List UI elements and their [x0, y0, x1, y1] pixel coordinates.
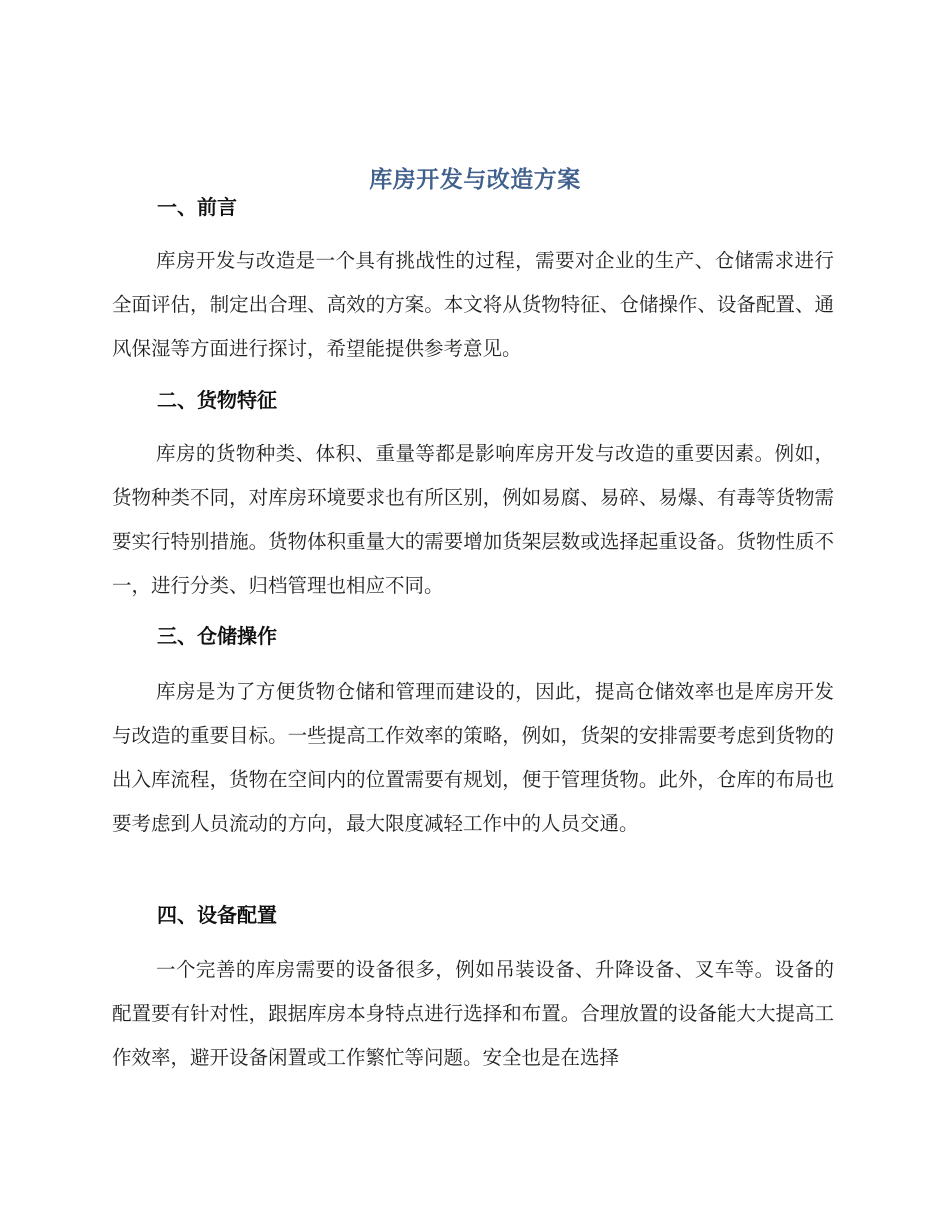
- section-heading-storage-operations: 三、仓储操作: [157, 624, 277, 648]
- section-heading-cargo-features: 二、货物特征: [157, 388, 277, 412]
- section-paragraph-equipment-configuration: 一个完善的库房需要的设备很多，例如吊装设备、升降设备、叉车等。设备的配置要有针对性，跟据库房本身特点进行选择和布置。合理放置的设备能大大提高工作效率，避开设备闲置或工作繁忙等问题。安全也是在选择: [112, 958, 834, 1069]
- section-paragraph-storage-operations: 库房是为了方便货物仓储和管理而建设的，因此，提高仓储效率也是库房开发与改造的重要目标。一些提高工作效率的策略，例如，货架的安排需要考虑到货物的出入库流程，货物在空间内的位置需要有规划，便于管理货物。此外，仓库的布局也要考虑到人员流动的方向，最大限度减轻工作中的人员交通。: [112, 680, 834, 835]
- section-paragraph-cargo-features: 库房的货物种类、体积、重量等都是影响库房开发与改造的重要因素。例如，货物种类不同，对库房环境要求也有所区别，例如易腐、易碎、易爆、有毒等货物需要实行特别措施。货物体积重量大的需要增加货架层数或选择起重设备。货物性质不一，进行分类、归档管理也相应不同。: [112, 442, 834, 597]
- section-paragraph-preface: 库房开发与改造是一个具有挑战性的过程，需要对企业的生产、仓储需求进行全面评估，制定出合理、高效的方案。本文将从货物特征、仓储操作、设备配置、通风保湿等方面进行探讨，希望能提供参考意见。: [112, 249, 834, 360]
- document-title: 库房开发与改造方案: [369, 167, 581, 194]
- section-heading-preface: 一、前言: [157, 195, 237, 219]
- section-heading-equipment-configuration: 四、设备配置: [157, 903, 277, 927]
